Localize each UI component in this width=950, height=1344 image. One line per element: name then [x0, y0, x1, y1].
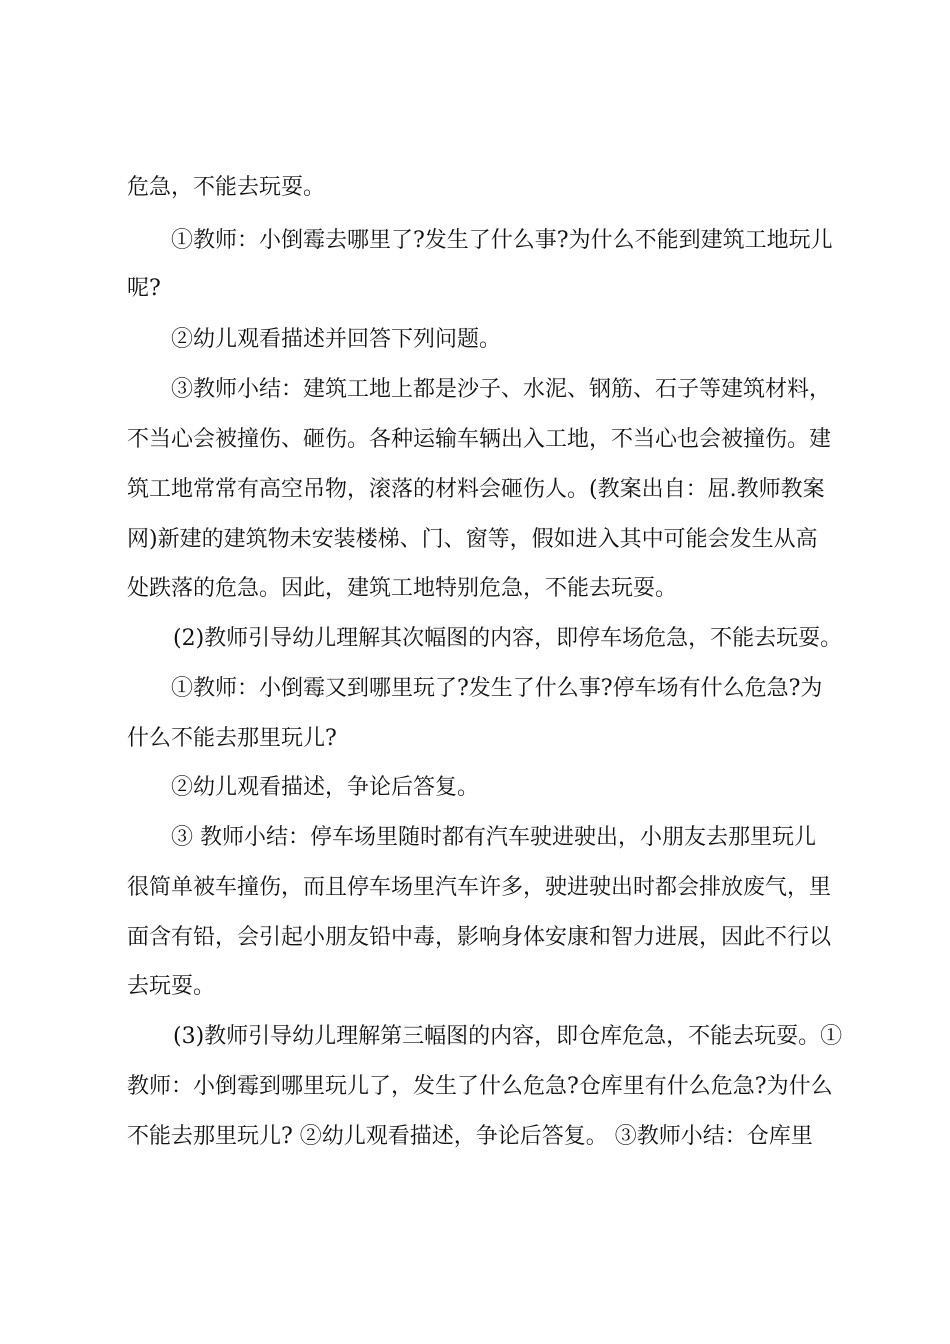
- paragraph-line: 呢?: [127, 276, 161, 301]
- paragraph-line: 去玩耍。: [127, 974, 216, 999]
- paragraph-line: 网)新建的建筑物未安装楼梯、门、窗等，假如进入其中可能会发生从高: [127, 527, 818, 552]
- paragraph-line: 筑工地常常有高空吊物，滚落的材料会砸伤人。(教案出自：屈.教师教案: [127, 477, 825, 502]
- paragraph-line: 处跌落的危急。因此，建筑工地特别危急，不能去玩耍。: [127, 576, 678, 601]
- paragraph-line: (3)教师引导幼儿理解第三幅图的内容，即仓库危急，不能去玩耍。①: [173, 1024, 843, 1049]
- paragraph-line: (2)教师引导幼儿理解其次幅图的内容，即停车场危急，不能去玩耍。: [173, 626, 843, 651]
- paragraph-line: 很简单被车撞伤，而且停车场里汽车许多，驶进驶出时都会排放废气，里: [127, 875, 832, 900]
- paragraph-line: 什么不能去那里玩儿?: [127, 726, 337, 751]
- paragraph-line: ①教师：小倒霉去哪里了?发生了什么事?为什么不能到建筑工地玩儿: [171, 228, 833, 253]
- paragraph-line: 教师：小倒霉到哪里玩儿了，发生了什么危急?仓库里有什么危急?为什么: [127, 1074, 833, 1099]
- paragraph-line: 不当心会被撞伤、砸伤。各种运输车辆出入工地，不当心也会被撞伤。建: [127, 427, 832, 452]
- paragraph-line: 面含有铅，会引起小朋友铅中毒，影响身体安康和智力进展，因此不行以: [127, 925, 832, 950]
- paragraph-line: 不能去那里玩儿? ②幼儿观看描述，争论后答复。 ③教师小结：仓库里: [127, 1124, 813, 1149]
- paragraph-line: ②幼儿观看描述并回答下列问题。: [171, 327, 502, 352]
- paragraph-line: ②幼儿观看描述，争论后答复。: [171, 775, 480, 800]
- paragraph-line: ③教师小结：建筑工地上都是沙子、水泥、钢筋、石子等建筑材料，: [171, 377, 832, 402]
- paragraph-line: ①教师：小倒霉又到哪里玩了?发生了什么事?停车场有什么危急?为: [171, 676, 823, 701]
- paragraph-line: ③ 教师小结：停车场里随时都有汽车驶进驶出，小朋友去那里玩儿: [171, 825, 816, 850]
- paragraph-line: 危急，不能去玩耍。: [127, 175, 326, 200]
